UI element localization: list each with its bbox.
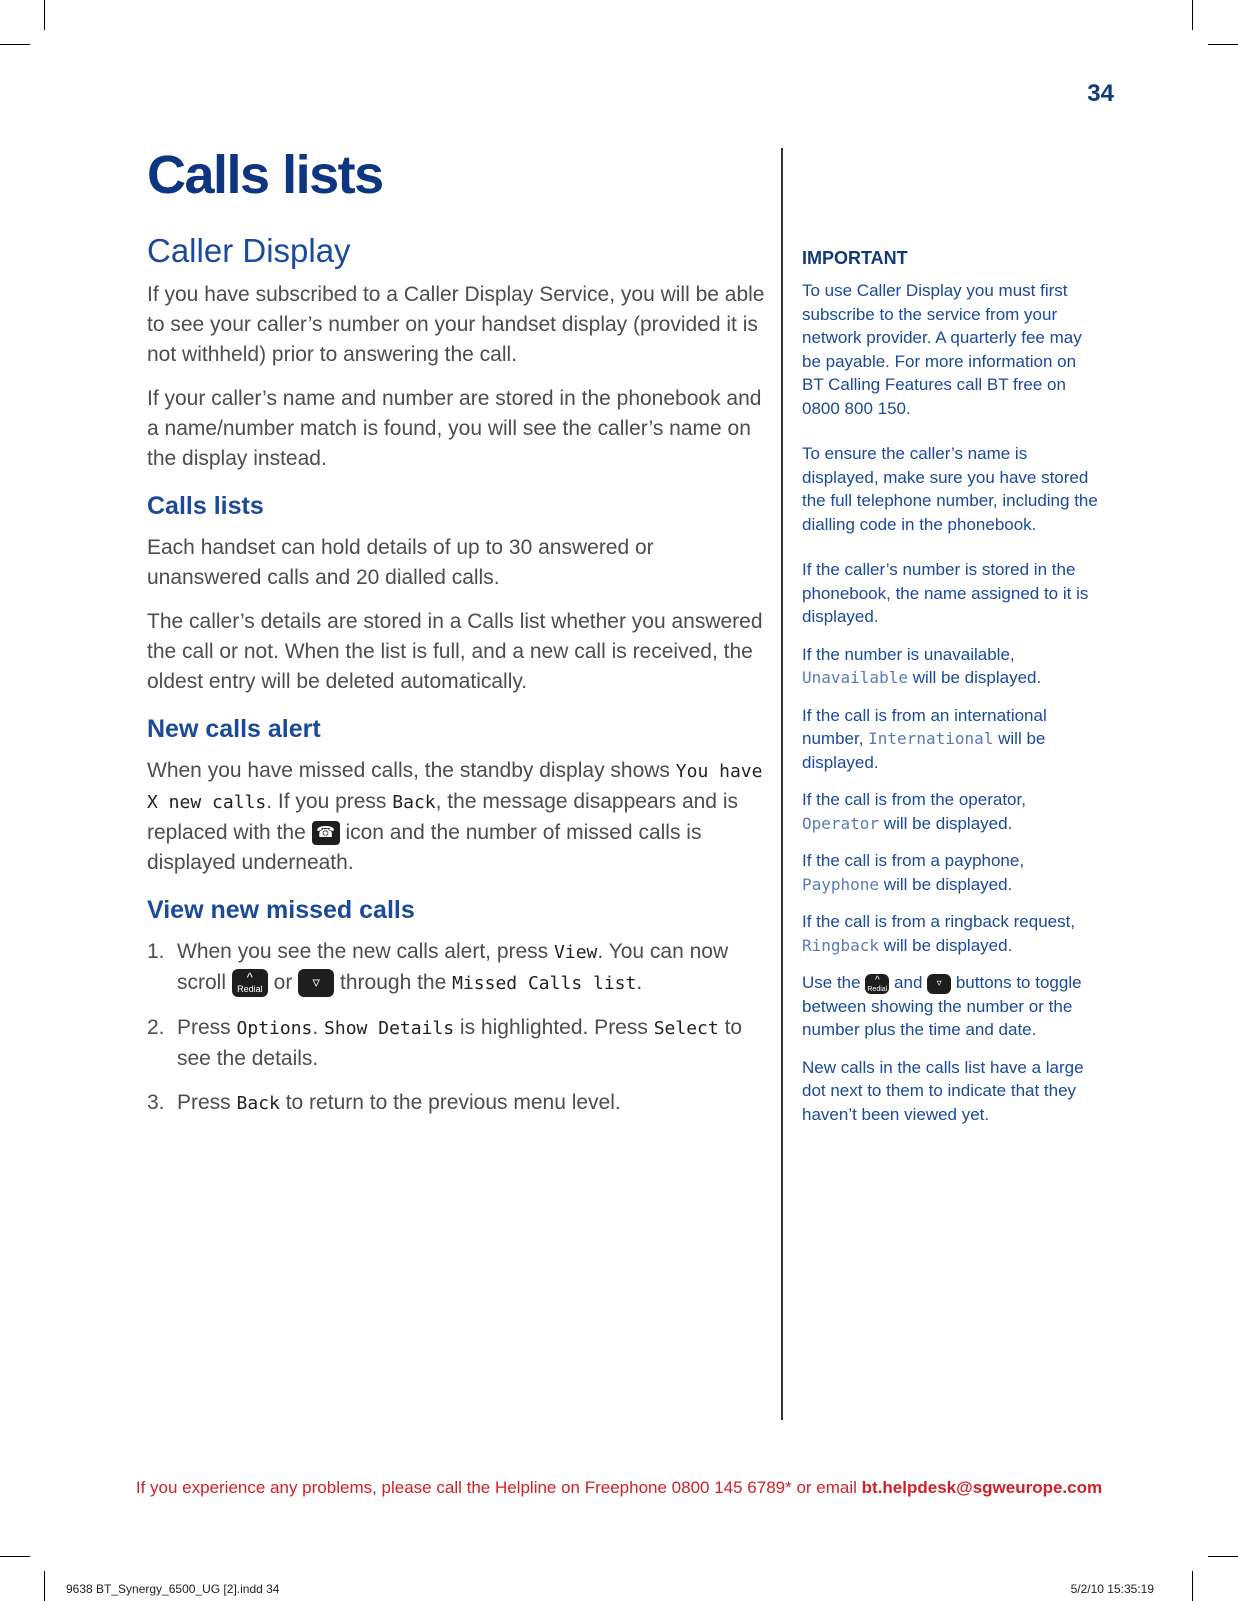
step-item xyxy=(147,1088,769,1119)
page-title: Calls lists xyxy=(147,145,383,205)
slug-file-info: 9638 BT_Synergy_6500_UG [2].indd 34 xyxy=(66,1582,280,1596)
text-run: will be displayed. xyxy=(879,813,1013,833)
chevron-up-icon: ^ xyxy=(246,970,253,986)
redial-up-key-icon xyxy=(865,974,889,994)
text-run: to see the details. xyxy=(177,1016,743,1070)
text-run: Press xyxy=(177,1091,237,1114)
sidebar-para xyxy=(802,910,1102,957)
redial-key-label: Redial xyxy=(867,985,888,993)
step-text xyxy=(177,937,769,999)
redial-key-label: Redial xyxy=(237,984,263,995)
helpdesk-email-link[interactable]: bt.helpdesk@sgweurope.com xyxy=(861,1478,1103,1497)
caller-display-heading: Caller Display xyxy=(147,232,351,269)
text-run: When you have missed calls, the standby display shows xyxy=(147,759,676,782)
text-run: Press xyxy=(177,1016,237,1039)
sidebar-para xyxy=(802,971,1102,1042)
important-sidebar xyxy=(802,248,1102,1140)
step-number: 1. xyxy=(147,940,165,963)
redial-up-key-icon xyxy=(232,969,268,997)
step-item xyxy=(147,937,769,999)
text-run: , the message disappears and is replaced with the xyxy=(147,790,738,844)
lcd-text: Payphone xyxy=(802,874,880,894)
calls-lists-heading: Calls lists xyxy=(147,492,264,520)
sidebar-para: To ensure the caller’s name is displayed, make sure you have stored the full telephone number, including the dialling code in the phonebook. xyxy=(802,444,1098,534)
text-run: will be displayed. xyxy=(879,874,1013,894)
lcd-text: Options xyxy=(236,1018,313,1039)
text-run: will be displayed. xyxy=(802,729,1046,772)
new-calls-alert-heading: New calls alert xyxy=(147,715,321,743)
sidebar-para: If the caller’s number is stored in the phonebook, the name assigned to it is displayed. xyxy=(802,560,1089,626)
step-number: 3. xyxy=(147,1091,165,1114)
text-run: If the call is from the operator, xyxy=(802,790,1026,809)
sidebar-para xyxy=(802,704,1102,775)
step-text xyxy=(177,1088,621,1119)
step-item xyxy=(147,1013,769,1074)
step-number: 2. xyxy=(147,1016,165,1039)
phonebook-down-key-icon xyxy=(927,974,951,994)
caller-display-para-2: If your caller’s name and number are stored in the phonebook and a name/number match is found, you will see the caller’s name on the display instead. xyxy=(147,387,762,470)
important-heading: IMPORTANT xyxy=(802,248,908,268)
text-run: will be displayed. xyxy=(907,668,1042,687)
sidebar-para xyxy=(802,849,1102,896)
calls-lists-para-2: The caller’s details are stored in a Calls list whether you answered the call or not. When the list is full, and a new call is received, the oldest entry will be deleted automatically. xyxy=(147,610,763,693)
text-run: If the number is unavailable, xyxy=(802,644,1015,664)
crop-mark xyxy=(1192,1571,1193,1601)
sidebar-para xyxy=(802,643,1102,690)
lcd-text: Missed Calls list xyxy=(452,973,637,994)
text-run: or xyxy=(267,971,299,994)
phonebook-down-key-icon xyxy=(298,969,334,997)
text-run: and xyxy=(889,973,928,992)
page-number: 34 xyxy=(1087,80,1114,107)
text-run: . xyxy=(636,971,643,994)
steps-list xyxy=(147,937,769,1119)
new-calls-alert-para xyxy=(147,756,769,878)
crop-mark xyxy=(1208,44,1238,45)
missed-calls-icon: ☎ xyxy=(312,821,340,845)
lcd-text: Back xyxy=(236,1093,280,1114)
text-run: will be displayed. xyxy=(879,935,1013,955)
column-divider xyxy=(781,148,783,1420)
text-run: . xyxy=(312,1016,325,1039)
sidebar-para xyxy=(802,788,1102,835)
text-run: . You can now scroll xyxy=(177,940,729,994)
text-run: When you see the new calls alert, press xyxy=(177,940,555,963)
chevron-down-icon: ▿ xyxy=(312,974,320,992)
helpline-footer xyxy=(0,1478,1238,1498)
text-run: buttons to toggle between showing the number or the number plus the time and date. xyxy=(802,973,1082,1039)
chevron-down-icon: ▿ xyxy=(936,977,942,989)
text-run: If the call is from an international number, xyxy=(802,705,1047,748)
lcd-text: Show Details xyxy=(324,1018,455,1039)
footer-text: If you experience any problems, please call the Helpline on Freephone 0800 145 6789* or email xyxy=(135,1478,862,1497)
crop-mark xyxy=(0,44,30,45)
crop-mark xyxy=(44,1571,45,1601)
text-run: If the call is from a payphone, xyxy=(802,851,1025,870)
lcd-text: Operator xyxy=(802,813,880,833)
sidebar-para: New calls in the calls list have a large dot next to them to indicate that they haven’t been viewed yet. xyxy=(802,1057,1084,1124)
text-run: is highlighted. Press xyxy=(454,1016,654,1039)
text-run: icon and the number of missed calls is displayed underneath. xyxy=(147,821,702,874)
step-text xyxy=(177,1013,769,1074)
slug-timestamp: 5/2/10 15:35:19 xyxy=(1070,1582,1154,1596)
caller-display-para-1: If you have subscribed to a Caller Display Service, you will be able to see your caller’s number on your handset display (provided it is not withheld) prior to answering the call. xyxy=(147,283,765,366)
calls-lists-para-1: Each handset can hold details of up to 30 answered or unanswered calls and 20 dialled calls. xyxy=(147,536,654,589)
text-run: to return to the previous menu level. xyxy=(279,1091,621,1114)
crop-mark xyxy=(1192,0,1193,30)
lcd-text: Unavailable xyxy=(802,668,908,687)
lcd-text: Select xyxy=(653,1018,719,1039)
crop-mark xyxy=(1208,1556,1238,1557)
lcd-text: International xyxy=(868,729,994,748)
crop-mark xyxy=(44,0,45,30)
text-run: through the xyxy=(334,971,453,994)
lcd-text: Ringback xyxy=(802,935,880,955)
text-run: If the call is from a ringback request, xyxy=(802,912,1076,931)
crop-mark xyxy=(0,1556,30,1557)
view-missed-heading: View new missed calls xyxy=(147,896,415,924)
chevron-up-icon: ^ xyxy=(874,974,880,986)
text-run: . If you press xyxy=(266,790,393,813)
lcd-text: View xyxy=(554,942,598,963)
sidebar-para: To use Caller Display you must first subscribe to the service from your network provider. A quarterly fee may be payable. For more information on BT Calling Features call BT free on 0800 800 150. xyxy=(802,281,1082,418)
main-column xyxy=(147,140,769,1133)
lcd-text: You have X new calls xyxy=(147,761,763,813)
text-run: Use the xyxy=(802,973,866,992)
lcd-text: Back xyxy=(392,792,436,813)
